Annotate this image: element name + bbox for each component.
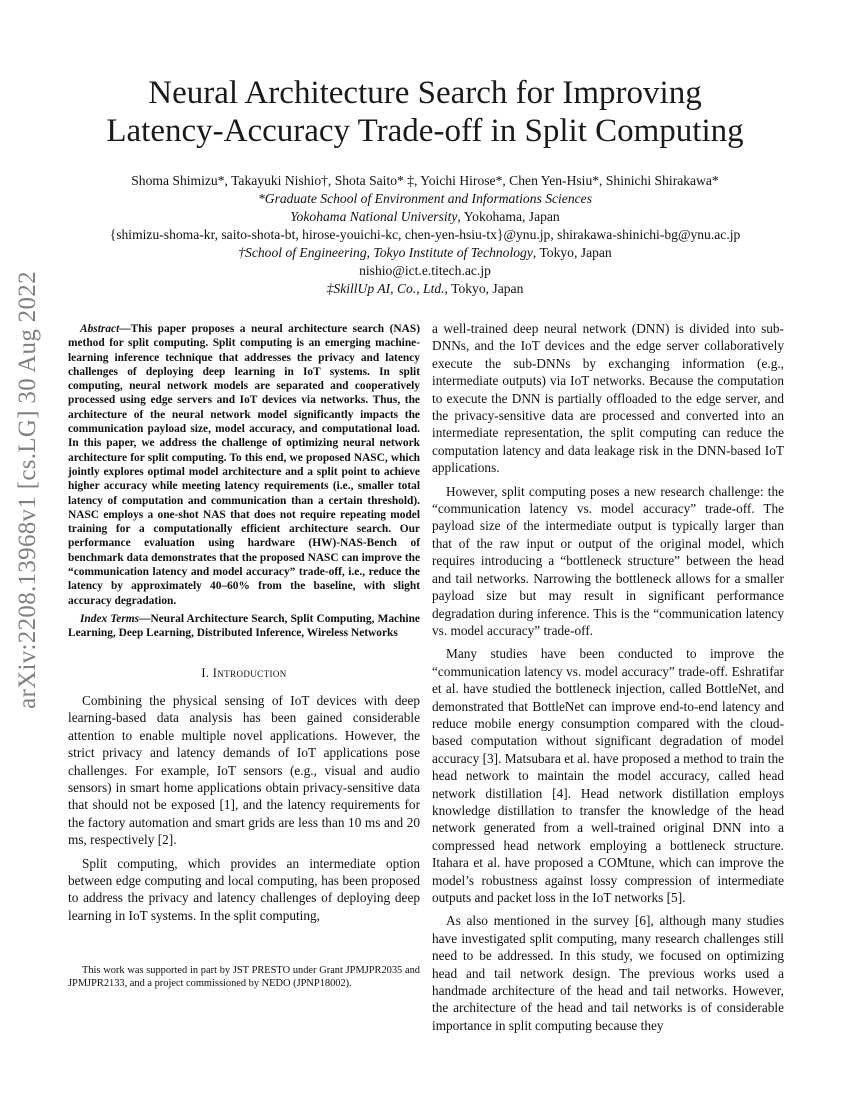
right-paragraph-2: However, split computing poses a new research challenge: the “communication latency vs. model accuracy” trade-off. The payload size of the intermediate output is typically larger than that of the raw input or output of the original model, which requires introducing a “bottleneck structure” between the head and tail networks. Narrowing the bottleneck allows for a smaller payload size but may result in significant performance degradation during inference. This is the “communication latency vs. model accuracy” trade-off. (432, 483, 784, 638)
right-paragraph-1: a well-trained deep neural network (DNN) is divided into sub-DNNs, and the IoT devices and the edge server collaboratively execute the sub-DNNs by exchanging information (e.g., intermediate outputs) via IoT networks. Because the computation to execute the DNN is partially offloaded to the edge server, and the privacy-sensitive data are processed and converted into an intermediate representation, the split computing can reduce the computation latency and data leakage risk in the DNN-based IoT applications. (432, 321, 784, 476)
abstract-label: Abstract (80, 323, 120, 335)
affiliation-1-city: , Yokohama, Japan (457, 209, 560, 224)
affiliation-3-line (40, 280, 810, 298)
intro-paragraph-1: Combining the physical sensing of IoT devices with deep learning-based data analysis has been gained considerable attention to enable multiple novel applications. However, the strict privacy and latency demands of IoT applications pose challenges. For example, IoT sensors (e.g., visual and audio sensors) in smart home applications obtain privacy-sensitive data that should not be exposed [1], and the latency requirements for the factory automation and smart grids are less than 10 ms and 20 ms, respectively [2]. (68, 692, 420, 848)
affiliation-1-line-2 (40, 208, 810, 226)
affiliation-3-city: , Tokyo, Japan (444, 281, 524, 296)
section-title: Introduction (212, 665, 287, 680)
index-terms (68, 612, 420, 641)
affiliation-1-university: Yokohama National University (290, 209, 458, 224)
author-block (40, 172, 810, 298)
affiliation-2-email: nishio@ict.e.titech.ac.jp (359, 263, 491, 278)
left-column (68, 320, 420, 930)
affiliation-2-line (40, 244, 810, 262)
right-paragraph-3: Many studies have been conducted to improve the “communication latency vs. model accuracy” trade-off. Eshratifar et al. have studied the bottleneck injection, called BottleNet, and demonstrated that BottleNet can improve end-to-end latency and reduce mobile energy consumption compared with the cloud-based computation without significant degradation of model accuracy [3]. Matsubara et al. have proposed a method to train the head network to maintain the model accuracy, called head network distillation [4]. Head network distillation employs knowledge distillation to transfer the knowledge of the head network generated from a well-trained original DNN into a compressed head network employing a bottleneck structure. Itahara et al. have proposed a COMtune, which can improve the model’s robustness against lossy compression of intermediate outputs and packet loss in the IoT networks [5]. (432, 646, 784, 905)
right-paragraph-4: As also mentioned in the survey [6], although many studies have investigated split computing, many research challenges still need to be addressed. In this study, we focused on optimizing head and tail network design. The previous works used a handmade architecture of the head and tail networks. However, the architecture of the head and tail networks is of considerable importance in split computing because they (432, 913, 784, 1033)
funding-footnote: This work was supported in part by JST PRESTO under Grant JPMJPR2035 and JPMJPR2133, and a project commissioned by NEDO (JPNP18002). (68, 965, 420, 989)
arxiv-stamp (8, 271, 48, 709)
title-line-1: Neural Architecture Search for Improving (148, 75, 702, 111)
affiliation-2-city: , Tokyo, Japan (532, 245, 612, 260)
intro-paragraph-2: Split computing, which provides an intermediate option between edge computing and local computing, has been proposed to address the privacy and latency challenges of deploying deep learning in IoT systems. In the split computing, (68, 855, 420, 923)
author-names: Shoma Shimizu*, Takayuki Nishio†, Shota Saito* ‡, Yoichi Hirose*, Chen Yen-Hsiu*, Shinichi Shirakawa* (131, 173, 719, 188)
right-column (432, 320, 784, 1040)
affiliation-1-line-1: *Graduate School of Environment and Informations Sciences (257, 191, 592, 206)
index-terms-text: —Neural Architecture Search, Split Computing, Machine Learning, Deep Learning, Distributed Inference, Wireless Networks (68, 612, 420, 640)
section-number: I. (201, 665, 213, 680)
index-terms-label: Index Terms (80, 612, 140, 625)
paper-title (60, 74, 790, 150)
affiliation-2-school: †School of Engineering, Tokyo Institute of Technology (238, 245, 533, 260)
affiliation-3-company: ‡SkillUp AI, Co., Ltd. (326, 281, 445, 296)
affiliation-1-emails: {shimizu-shoma-kr, saito-shota-bt, hirose-youichi-kc, chen-yen-hsiu-tx}@ynu.jp, shirakawa-shinichi-bg@ynu.ac.jp (109, 227, 741, 242)
section-heading-introduction (68, 665, 420, 682)
title-line-2: Latency-Accuracy Trade-off in Split Computing (106, 113, 744, 149)
arxiv-stamp-text: arXiv:2208.13968v1 [cs.LG] 30 Aug 2022 (14, 271, 41, 709)
abstract-text: —This paper proposes a neural architecture search (NAS) method for split computing. Split computing is an emerging machine-learning inference technique that addresses the privacy and latency challenges of deploying deep learning in IoT systems. In split computing, neural network models are separated and cooperatively processed using edge servers and IoT devices via networks. Thus, the architecture of the neural network model significantly impacts the communication payload size, model accuracy, and computational load. In this paper, we address the challenge of optimizing neural network architecture for split computing. To this end, we proposed NASC, which jointly explores optimal model architecture and a split point to achieve higher accuracy while meeting latency requirements (i.e., smaller total latency of computation and communication than a certain threshold). NASC employs a one-shot NAS that does not require repeating model training for a computationally efficient architecture search. Our performance evaluation using hardware (HW)-NAS-Bench of benchmark data demonstrates that the proposed NASC can improve the “communication latency and model accuracy” trade-off, i.e., reduce the latency by approximately 40–60% from the baseline, with slight accuracy degradation. (68, 323, 420, 607)
abstract (68, 322, 420, 608)
